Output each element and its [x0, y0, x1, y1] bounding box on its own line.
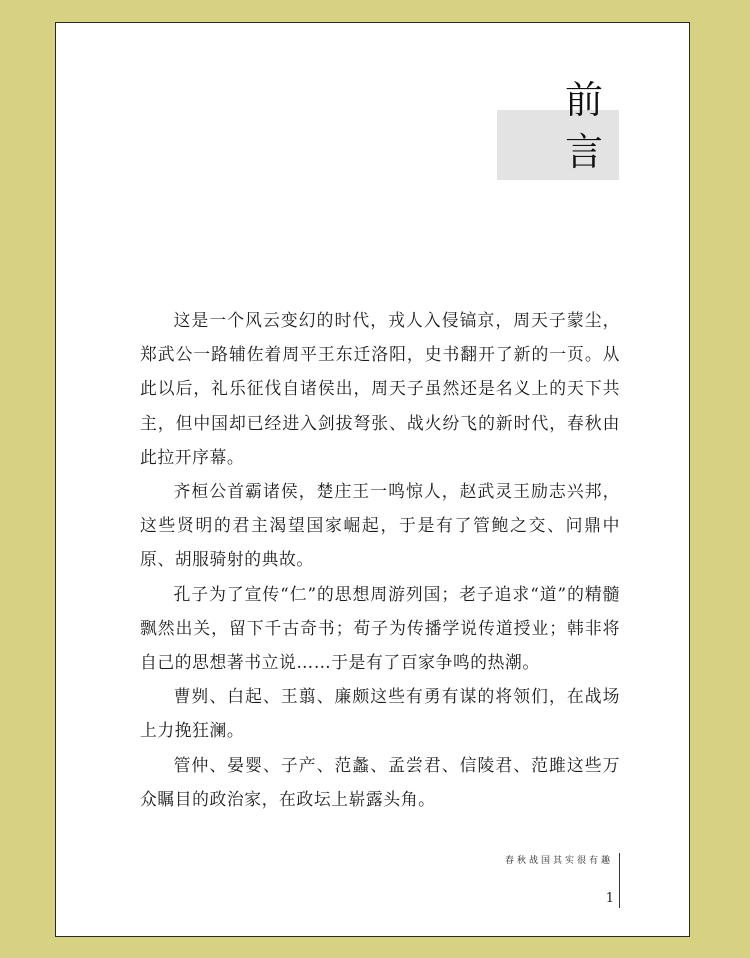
paragraph-1: 这是一个风云变幻的时代，戎人入侵镐京，周天子蒙尘，郑武公一路辅佐着周平王东迁洛阳，史书翻开了新的一页。从此以后，礼乐征伐自诸侯出，周天子虽然还是名义上的天下共主，但中国却已经进入剑拔弩张、战火纷飞的新时代，春秋由此拉开序幕。: [140, 310, 620, 467]
paragraph-5: 管仲、晏婴、子产、范蠡、孟尝君、信陵君、范雎这些万众瞩目的政治家，在政坛上崭露头角。: [140, 754, 620, 809]
page-number: 1: [605, 891, 614, 906]
running-footer-title: 春秋战国其实很有趣: [504, 856, 613, 866]
paragraph-3: 孔子为了宣传“仁”的思想周游列国；老子追求“道”的精髓飘然出关，留下千古奇书；荀子为传播学说传道授业；韩非将自己的思想著书立说……于是有了百家争鸣的热潮。: [140, 583, 620, 673]
paragraph-2: 齐桓公首霸诸侯，楚庄王一鸣惊人，赵武灵王励志兴邦，这些贤明的君主渴望国家崛起，于是有了管鲍之交、问鼎中原、胡服骑射的典故。: [140, 481, 620, 570]
footer-vertical-rule: [619, 853, 620, 908]
body-text: [140, 303, 620, 816]
book-page: [55, 22, 690, 937]
paragraph-4: 曹刿、白起、王翦、廉颇这些有勇有谋的将领们，在战场上力挽狂澜。: [140, 686, 620, 741]
title-char-1: 前: [564, 78, 603, 122]
title-char-2: 言: [564, 130, 603, 174]
